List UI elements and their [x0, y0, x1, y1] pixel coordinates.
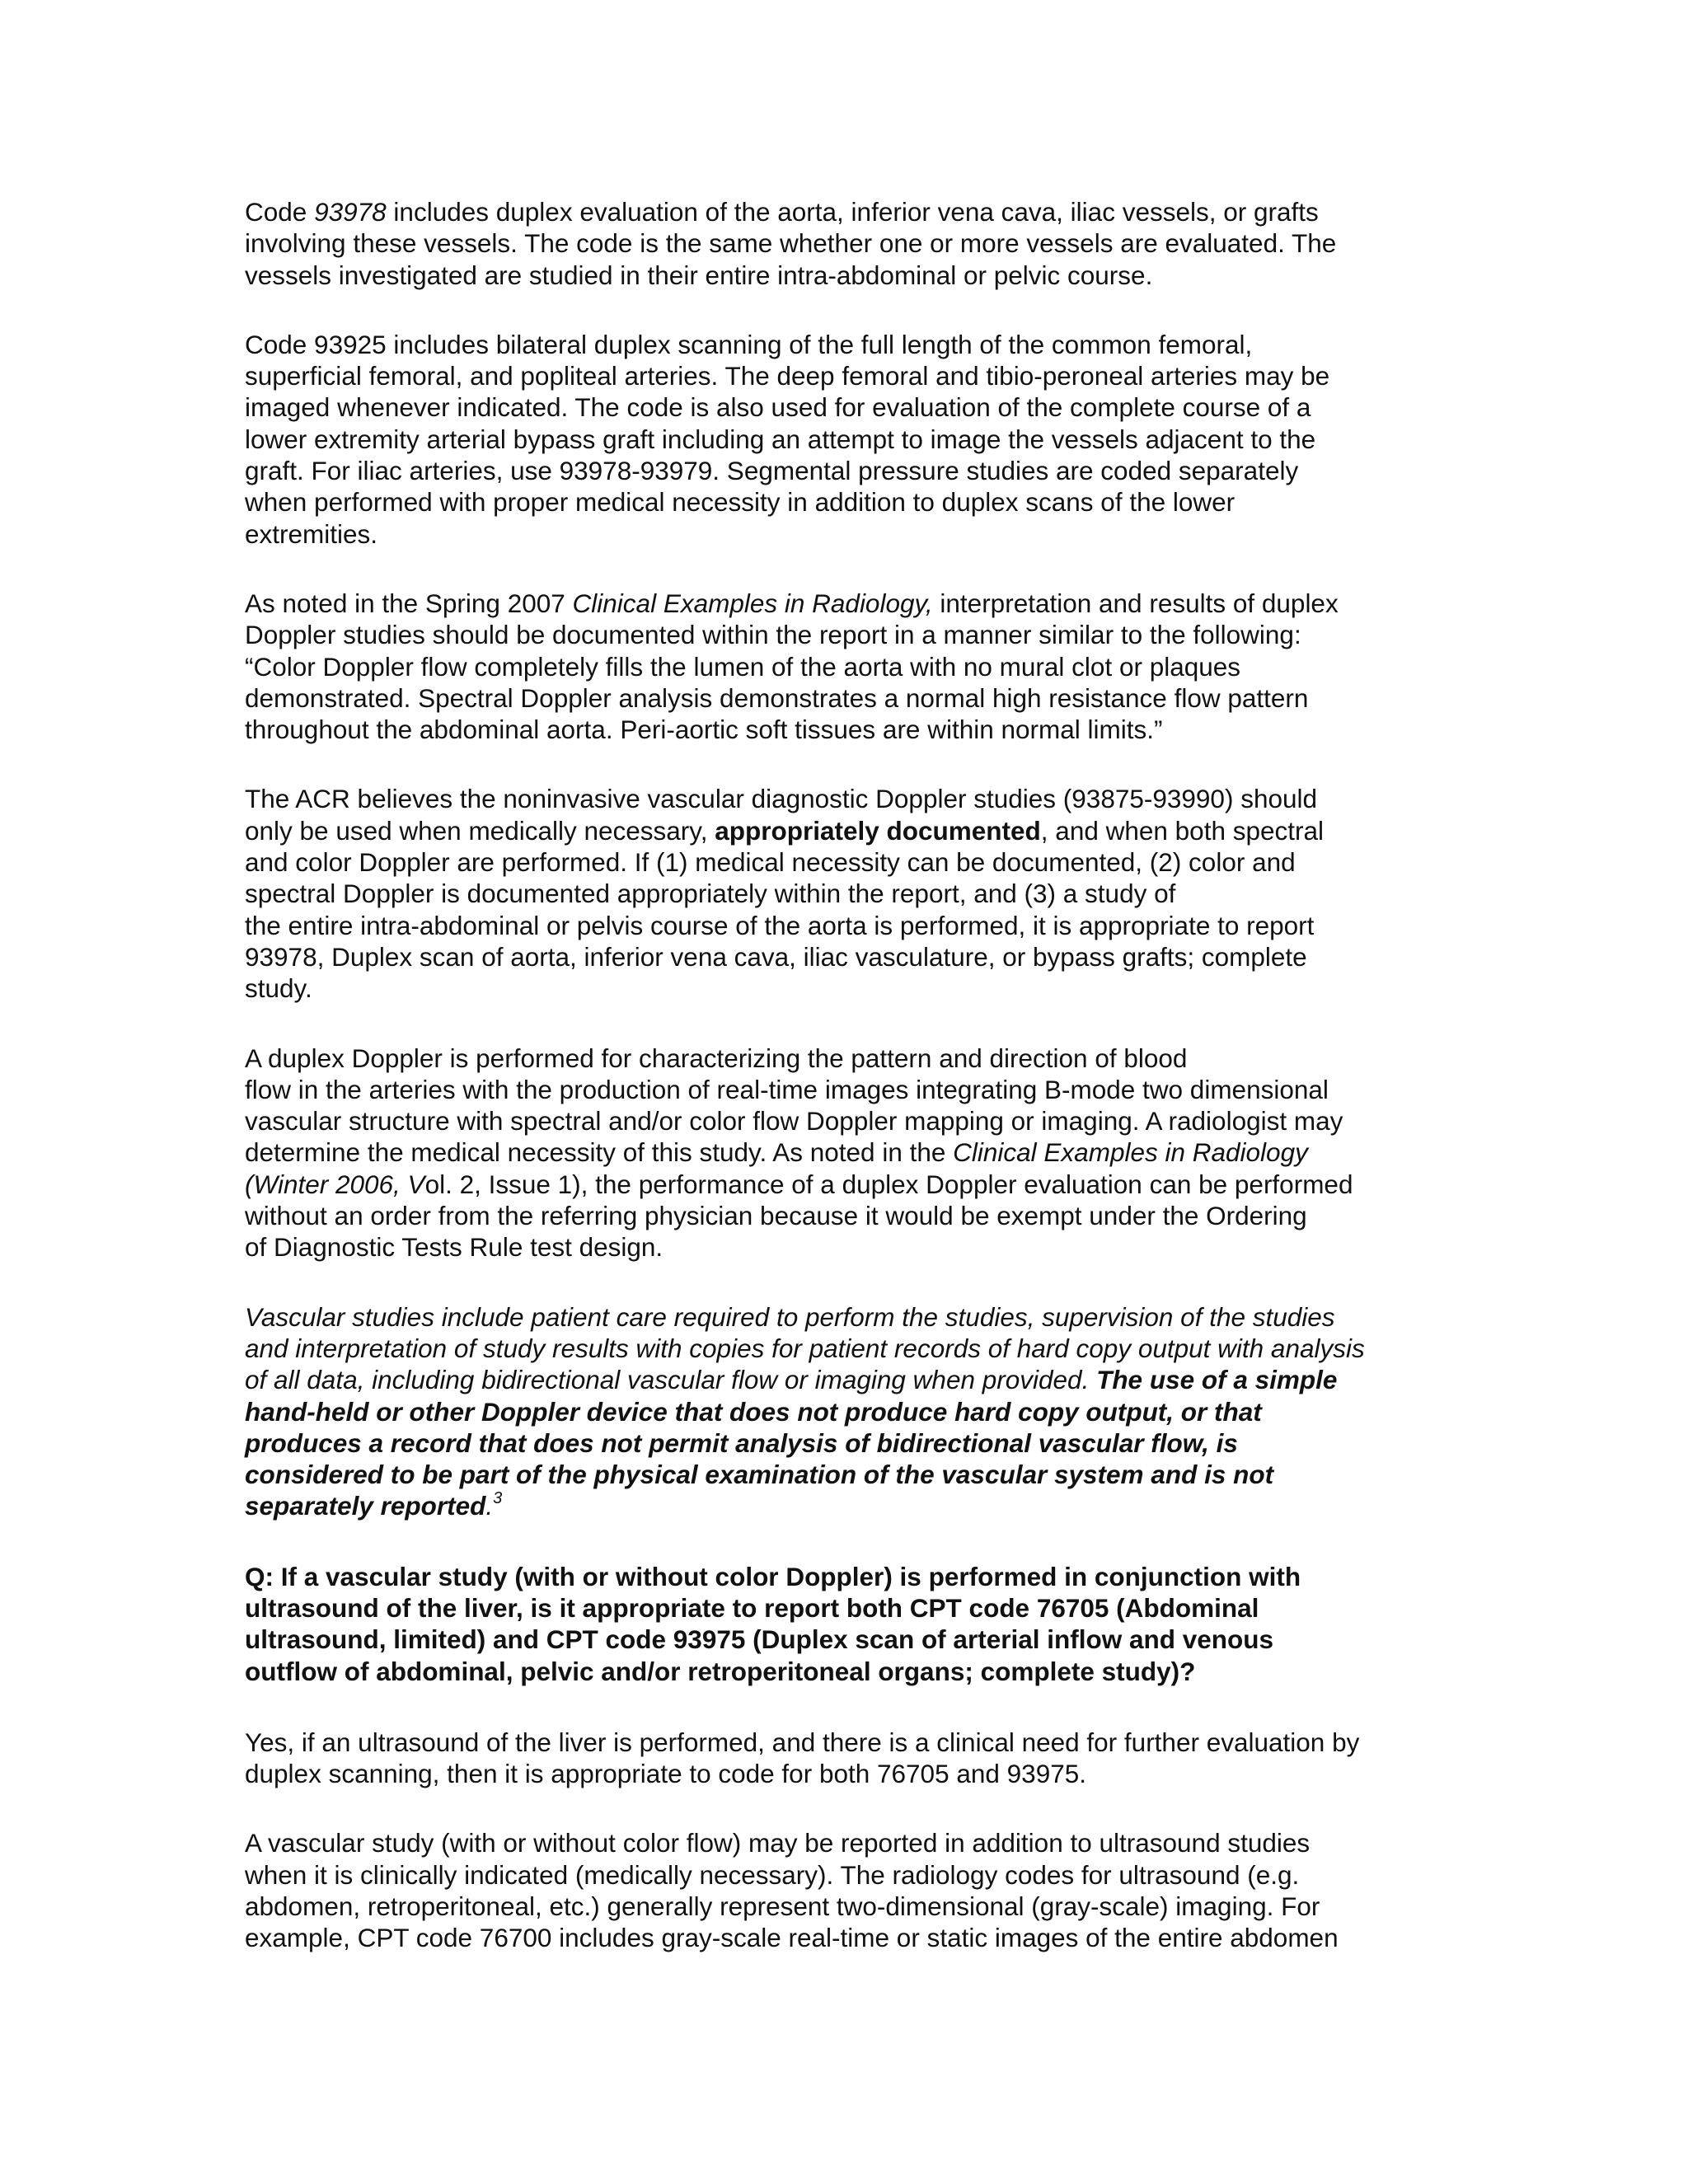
text-line: spectral Doppler is documented appropriately within the report, and (3) a study of: [245, 879, 1176, 909]
text-span: ol. 2, Issue 1), the performance of a duplex Doppler evaluation can be performed: [424, 1169, 1353, 1199]
text-line: without an order from the referring physician because it would be exempt under the Ordering: [245, 1201, 1307, 1231]
question-line: ultrasound of the liver, is it appropriate to report both CPT code 76705 (Abdominal: [245, 1592, 1259, 1623]
text-span: , and when both spectral: [1040, 815, 1325, 846]
document-page: [245, 196, 1465, 1992]
paragraph-question: [245, 1561, 1465, 1687]
paragraph-code-93978: [245, 196, 1465, 291]
text-line: [245, 1396, 1465, 1427]
italic-text: of all data, including bidirectional vascular flow or imaging when provided.: [245, 1365, 1097, 1395]
text-line: The ACR believes the noninvasive vascular diagnostic Doppler studies (93875-93990) should: [245, 784, 1318, 814]
publication-title-italic: Clinical Examples in Radiology,: [572, 588, 933, 618]
text-line: [245, 196, 1465, 227]
text-line: [245, 1364, 1465, 1395]
bold-italic-text: hand-held or other Doppler device that does not produce hard copy output, or that: [245, 1396, 1262, 1427]
text-line: of Diagnostic Tests Rule test design.: [245, 1232, 663, 1263]
bold-italic-text: considered to be part of the physical examination of the vascular system and is not: [245, 1460, 1274, 1490]
text-line: demonstrated. Spectral Doppler analysis demonstrates a normal high resistance flow pattern: [245, 682, 1309, 713]
text-line: imaged whenever indicated. The code is also used for evaluation of the complete course of a: [245, 392, 1311, 423]
text-line: Doppler studies should be documented within the report in a manner similar to the following:: [245, 620, 1301, 650]
code-93978-italic: 93978: [314, 197, 387, 227]
text-line: A duplex Doppler is performed for characterizing the pattern and direction of blood: [245, 1043, 1188, 1073]
bold-emphasis: appropriately documented: [715, 815, 1041, 846]
text-span: interpretation and results of duplex: [932, 588, 1339, 618]
text-line: “Color Doppler flow completely fills the lumen of the aorta with no mural clot or plaques: [245, 651, 1241, 682]
question-line: Q: If a vascular study (with or without color Doppler) is performed in conjunction with: [245, 1561, 1301, 1591]
text-line: [245, 1137, 1465, 1168]
text-span: only be used when medically necessary,: [245, 815, 715, 846]
paragraph-duplex-doppler: [245, 1043, 1465, 1263]
text-line: vascular structure with spectral and/or color flow Doppler mapping or imaging. A radiologist may: [245, 1106, 1343, 1137]
question-line: ultrasound, limited) and CPT code 93975 (Duplex scan of arterial inflow and venous: [245, 1624, 1274, 1655]
text-line: 93978, Duplex scan of aorta, inferior vena cava, iliac vasculature, or bypass grafts; complete: [245, 941, 1307, 972]
text-span: includes duplex evaluation of the aorta, inferior vena cava, iliac vessels, or grafts: [386, 197, 1319, 227]
italic-text: and interpretation of study results with copies for patient records of hard copy output with analysis: [245, 1333, 1365, 1363]
bold-italic-text: produces a record that does not permit analysis of bidirectional vascular flow, is: [245, 1427, 1238, 1458]
text-line: superficial femoral, and popliteal arteries. The deep femoral and tibio-peroneal arteries may be: [245, 361, 1330, 391]
paragraph-vascular-studies: [245, 1301, 1465, 1522]
paragraph-code-93925: [245, 329, 1465, 550]
text-line: throughout the abdominal aorta. Peri-aortic soft tissues are within normal limits.”: [245, 715, 1163, 745]
text-line: example, CPT code 76700 includes gray-scale real-time or static images of the entire abdomen: [245, 1923, 1339, 1953]
text-line: study.: [245, 973, 312, 1004]
paragraph-answer: [245, 1727, 1465, 1790]
text-line: A vascular study (with or without color flow) may be reported in addition to ultrasound studies: [245, 1828, 1311, 1858]
question-line: outflow of abdominal, pelvic and/or retroperitoneal organs; complete study)?: [245, 1656, 1196, 1686]
text-line: Yes, if an ultrasound of the liver is performed, and there is a clinical need for further evaluation by: [245, 1727, 1360, 1757]
bold-italic-text: The use of a simple: [1096, 1365, 1338, 1395]
text-line: Code 93925 includes bilateral duplex scanning of the full length of the common femoral,: [245, 329, 1253, 359]
text-line: [245, 815, 1465, 846]
paragraph-acr-believes: [245, 783, 1465, 1004]
text-span: Code: [245, 197, 315, 227]
text-line: involving these vessels. The code is the same whether one or more vessels are evaluated. The: [245, 228, 1337, 259]
text-line: [245, 588, 1465, 619]
text-line: lower extremity arterial bypass graft including an attempt to image the vessels adjacent to the: [245, 424, 1316, 454]
bold-italic-text: separately reported: [245, 1491, 486, 1521]
text-line: flow in the arteries with the production of real-time images integrating B-mode two dimensional: [245, 1074, 1329, 1104]
text-line: [245, 1301, 1465, 1333]
text-line: [245, 1490, 1465, 1521]
text-line: extremities.: [245, 518, 378, 549]
text-line: [245, 1169, 1465, 1200]
italic-text: Vascular studies include patient care required to perform the studies, supervision of the studies: [245, 1301, 1335, 1332]
text-line: and color Doppler are performed. If (1) medical necessity can be documented, (2) color and: [245, 847, 1296, 878]
paragraph-clinical-examples: [245, 588, 1465, 745]
citation-italic: (Winter 2006, V: [245, 1169, 425, 1199]
italic-text: .: [485, 1491, 494, 1521]
text-line: duplex scanning, then it is appropriate to code for both 76705 and 93975.: [245, 1759, 1086, 1789]
text-line: [245, 1459, 1465, 1490]
paragraph-vascular-study-addition: [245, 1827, 1465, 1953]
publication-title-italic: Clinical Examples in Radiology: [953, 1137, 1308, 1168]
text-line: when performed with proper medical necessity in addition to duplex scans of the lower: [245, 487, 1236, 518]
text-span: As noted in the Spring 2007: [245, 588, 573, 618]
text-line: when it is clinically indicated (medically necessary). The radiology codes for ultrasound (e.g.: [245, 1859, 1300, 1890]
footnote-reference: 3: [493, 1489, 503, 1508]
text-line: graft. For iliac arteries, use 93978-93979. Segmental pressure studies are coded separately: [245, 456, 1299, 486]
text-line: the entire intra-abdominal or pelvis course of the aorta is performed, it is appropriate to report: [245, 910, 1315, 940]
text-line: [245, 1427, 1465, 1459]
text-line: vessels investigated are studied in their entire intra-abdominal or pelvic course.: [245, 260, 1153, 290]
text-span: determine the medical necessity of this study. As noted in the: [245, 1137, 954, 1168]
text-line: [245, 1333, 1465, 1364]
text-line: abdomen, retroperitoneal, etc.) generally represent two-dimensional (gray-scale) imaging. For: [245, 1891, 1320, 1922]
